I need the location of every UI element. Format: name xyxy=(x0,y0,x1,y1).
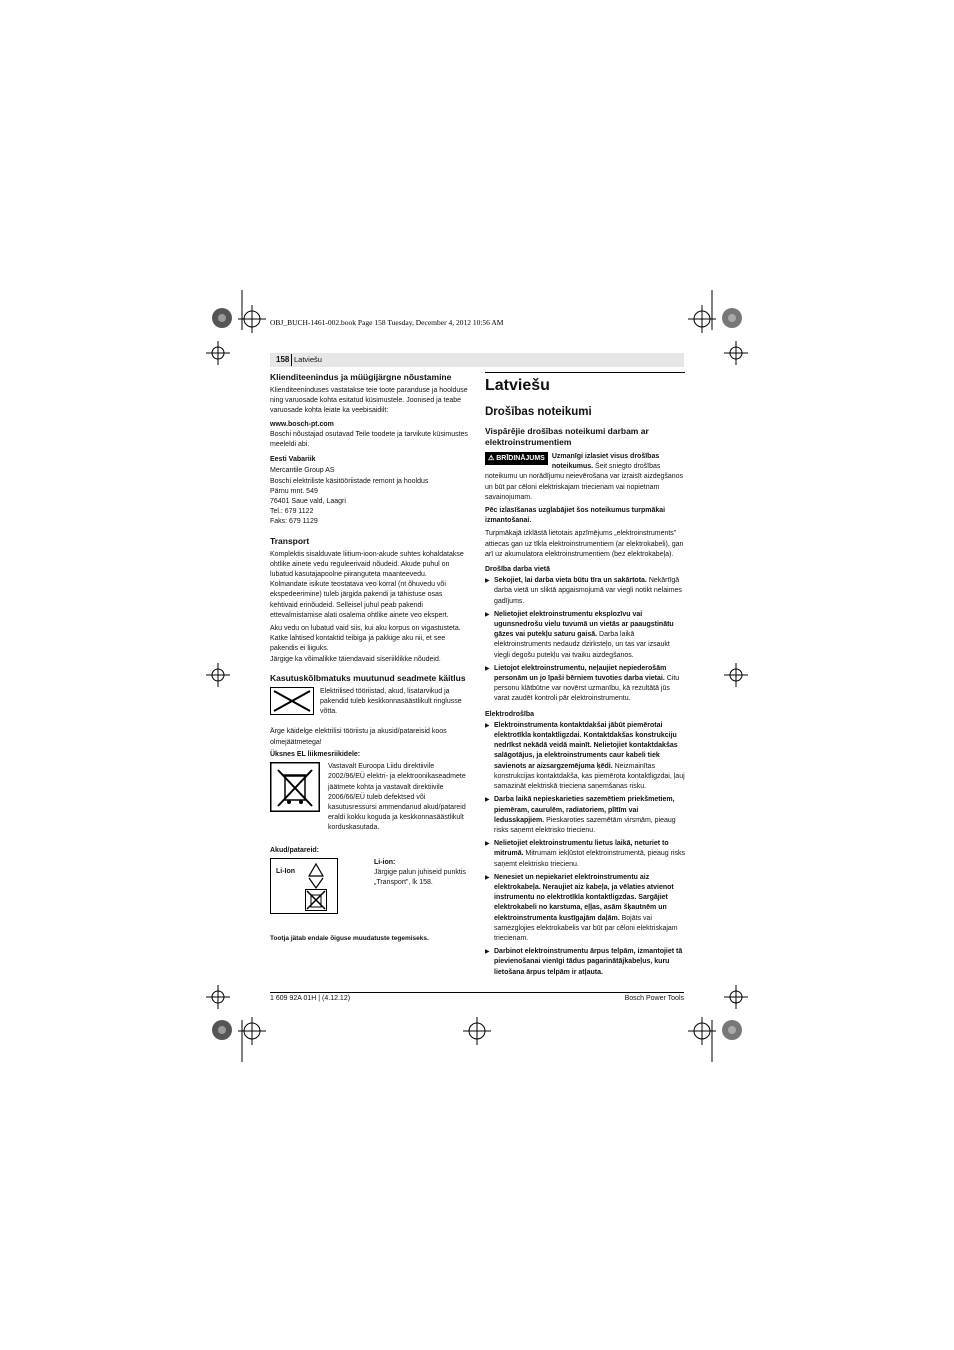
recycling-icon xyxy=(270,687,314,715)
weee-bin-icon xyxy=(270,762,320,812)
bullet-bold: Elektroinstrumenta kontaktdakšai jābūt piemērotai elektrotīkla kontaktligzdai. Kontaktdakšas konstrukciju nedrīkst nekādā veidā mainīt. Nelietojiet kontaktdakšas salāgotājus, ja elektroinstruments caur kabeli tiek savienots ar aizsargzemējuma ķēdi. xyxy=(494,721,678,770)
manufacturer-note: Tootja jätab endale õiguse muudatuste tegemiseks. xyxy=(270,934,429,942)
bullet-bold: Nenesiet un nepiekariet elektroinstrumentu aiz elektrokabeļa. Neraujiet aiz kabeļa, ja vēlaties atvienot instrumentu no elektrotīkla kontaktligzdas. Sargājiet elektrokabeli no karstuma, eļļas, asām šķautnēm un elektroinstrumenta kustīgajām daļām. xyxy=(494,873,674,922)
heading-work-area: Drošība darba vietā xyxy=(485,566,550,574)
term-definition: Turpmākajā izklāstā lietotais apzīmējums „elektroinstruments” attiecas gan uz tīkla elektroinstrumentiem (ar elektrokabeli), gan arī uz akumulatora elektroinstrumentiem (bez elektrokabeļa). xyxy=(485,530,684,558)
registration-mark-rc xyxy=(724,663,748,687)
country-heading: Eesti Vabariik xyxy=(270,456,316,464)
footer-doc-number: 1 609 92A 01H | (4.12.12) xyxy=(270,995,351,1002)
registration-mark-lb xyxy=(206,985,230,1009)
page-header xyxy=(270,353,684,367)
phone-line: Tel.: 679 1122 xyxy=(270,508,314,516)
bullet-text: Citu personu klātbūtne var novērst uzmanību, kā rezultātā jūs varat zaudēt kontroli pār elektroinstrumentu. xyxy=(494,675,680,703)
list-item xyxy=(485,576,685,607)
bullet-text: Neizmainītas konstrukcijas kontaktdakša, kas piemērota kontaktligzdai, ļauj samazināt elektriskā trieciena saņemšanas risku. xyxy=(494,762,685,791)
li-ion-text: Järgige palun juhiseid punktis „Transport”, lk 158. xyxy=(374,868,466,887)
address-line: Boschi elektriliste käsitööriistade remont ja hooldus xyxy=(270,477,429,485)
color-dial-tl xyxy=(212,308,232,328)
registration-mark-lm xyxy=(206,341,230,365)
batteries-label: Akud/patareid: xyxy=(270,846,320,854)
file-info-line: OBJ_BUCH-1461-002.book Page 158 Tuesday, December 4, 2012 10:56 AM xyxy=(270,318,504,327)
color-dial-br xyxy=(722,1020,742,1040)
paragraph: Aku vedu on lubatud vaid siis, kui aku korpus on vigastusteta. Katke lahtised kontaktid teibiga ja pakkige aku nii, et see pakendis ei liiguks. xyxy=(270,625,461,653)
li-ion-recycle-icon xyxy=(301,861,331,891)
warning-bold: Uzmanīgi izlasiet visus drošības noteikumus. xyxy=(551,453,660,471)
bullet-text: Mitrumam iekļūstot elektroinstrumentā, pieaug risks saņemt elektrisko triecienu. xyxy=(494,850,686,868)
footer-brand: Bosch Power Tools xyxy=(624,995,684,1002)
bullet-bold: Nelietojiet elektroinstrumentu lietus laikā, neturiet to mitrumā. xyxy=(494,840,669,858)
address-line: Mercantile Group AS xyxy=(270,467,335,475)
paragraph: Ärge käidelge elektrilisi tööriistu ja akusid/patareisid koos olmejäätmetega! xyxy=(270,728,447,746)
footer-rule xyxy=(270,992,684,993)
eu-only-label: Üksnes EL liikmesriikidele: xyxy=(270,750,361,758)
bullet-text: Darba laikā elektroinstruments nedaudz dzirksteļo, un tas var izsaukt viegli degošu putekļu vai tvaiku aizdegšanos. xyxy=(494,631,670,659)
eu-directive-text: Vastavalt Euroopa Liidu direktiivile 2002/96/EÜ elektri- ja elektroonikaseadmete jäätmete kohta ja vastavalt direktiivile 2006/66/EÜ tuleb defektsed või kasutusressursi ammendanud akud/patareid eraldi kokku koguda ja keskkonnasäästlikult korduskasutada. xyxy=(328,763,466,832)
bullet-bold: Nelietojiet elektroinstrumentu eksplozīvu vai ugunsnedrošu vielu tuvumā un vietās ar paaugstinātu gāzes vai putekļu saturu gaisā. xyxy=(494,610,674,639)
address-line: 76401 Saue vald, Laagri xyxy=(270,498,346,506)
li-ion-bin-icon xyxy=(305,889,327,911)
paragraph: Kolmandate isikute teostatava veo korral (nt õhuvedu või ekspedeerimine) tuleb järgida pakendi ja tähistuse osas kehtivaid erinõudeid. Selleisel juhul peab pakendi ettevalmistamise alati osalema ohtlike ainete veo ekspert. xyxy=(270,581,449,619)
right-column xyxy=(485,372,685,981)
paragraph: Komplektis sisalduvate liitium-ioon-akude suhtes kohaldatakse ohtlike ainete vedu reguleerivaid nõudeid. Akude puhul on lubatud kasutajapoolne piiranguteta maanteevedu. xyxy=(270,550,464,579)
list-item xyxy=(485,610,685,661)
bullet-text: Bojāts vai samezglojies elektrokabelis var būt par cēloni elektriskajam triecienam. xyxy=(494,914,678,942)
heading-disposal: Kasutuskõlbmatuks muutunud seadmete käitlus xyxy=(270,672,466,683)
heading-safety-rules: Drošības noteikumi xyxy=(485,406,592,418)
list-item xyxy=(485,795,685,836)
heading-electrical-safety: Elektrodrošība xyxy=(485,710,535,718)
list-item xyxy=(485,839,685,870)
warning-badge: ⚠ BRĪDINĀJUMS xyxy=(485,452,548,465)
left-column xyxy=(270,372,470,944)
header-separator xyxy=(291,354,292,366)
paragraph: Järgige ka võimalikke täiendavaid siseriiklikke nõudeid. xyxy=(270,655,441,663)
disposal-text: Elektrilised tööriistad, akud, lisatarvikud ja pakendid tuleb keskkonnasäästlikult ringlusse võtta. xyxy=(320,687,462,716)
list-item xyxy=(485,664,685,705)
heading-transport: Transport xyxy=(270,535,310,546)
color-dial-tr xyxy=(722,308,742,328)
bullet-text: Pieskaroties sazemētām virsmām, pieaug risks saņemt elektrisko triecienu. xyxy=(494,816,676,834)
bullet-bold: Darba laikā nepieskarieties sazemētiem priekšmetiem, piemēram, caurulēm, radiatoriem, plītīm vai ledusskapjiem. xyxy=(494,796,675,824)
li-ion-symbol xyxy=(270,858,338,914)
bullet-bold: Lietojot elektroinstrumentu, neļaujiet nepiederošām personām un jo īpaši bērniem tuvoties darba vietai. xyxy=(494,664,667,683)
list-item xyxy=(485,721,685,792)
page-number: 158 xyxy=(276,355,290,364)
warning-text: Šeit sniegto drošības noteikumu un norādījumu neievērošana var izraisīt aizdegšanos un būt par cēloni elektriskajam triecienam vai nopietnam savainojumam. xyxy=(485,463,684,501)
heading-general-safety: Vispārējie drošības noteikumi darbam ar elektroinstrumentiem xyxy=(485,426,649,447)
bullet-bold: Darbinot elektroinstrumentu ārpus telpām, izmantojiet tā pievienošanai vienīgi tādus pagarinātājkabeļus, kuru lietošana ārpus telpām ir atļauta. xyxy=(494,948,683,976)
warning-badge-label: BRĪDINĀJUMS xyxy=(496,455,545,462)
li-ion-label: Li-ion: xyxy=(374,858,396,866)
color-dial-bl xyxy=(212,1020,232,1040)
registration-mark-bc xyxy=(463,1017,491,1045)
registration-mark-rm xyxy=(724,341,748,365)
chapter-title: Latviešu xyxy=(485,372,685,397)
paragraph: Klienditeeninduses vastatakse teie toote paranduse ja hoolduse ning varuosade kohta esitatud küsimustele. Joonised ja teabe varuosade kohta leiate ka veebisaidilt: xyxy=(270,387,468,415)
heading-customer-service: Klienditeenindus ja müügijärgne nõustamine xyxy=(270,372,452,382)
keep-instructions: Pēc izlasīšanas uzglabājiet šos noteikumus turpmākai izmantošanai. xyxy=(485,507,666,525)
list-item xyxy=(485,873,685,944)
bullet-text: Nekārtīgā darba vietā un sliktā apgaismojumā var viegli notikt nelaimes gadījums. xyxy=(494,577,682,605)
paragraph: Boschi nõustajad osutavad Teile toodete ja tarvikute küsimustes meeleldi abi. xyxy=(270,430,468,449)
list-item xyxy=(485,947,685,978)
website-link[interactable]: www.bosch-pt.com xyxy=(270,420,334,428)
warning-paragraph xyxy=(485,452,685,503)
registration-mark-rb xyxy=(724,985,748,1009)
li-ion-badge: Li-Ion xyxy=(276,867,296,875)
page-language: Latviešu xyxy=(294,355,322,364)
address-line: Pärnu mnt. 549 xyxy=(270,487,318,495)
bullet-bold: Sekojiet, lai darba vieta būtu tīra un sakārtota. xyxy=(494,577,647,585)
registration-mark-lc xyxy=(206,663,230,687)
fax-line: Faks: 679 1129 xyxy=(270,518,318,526)
